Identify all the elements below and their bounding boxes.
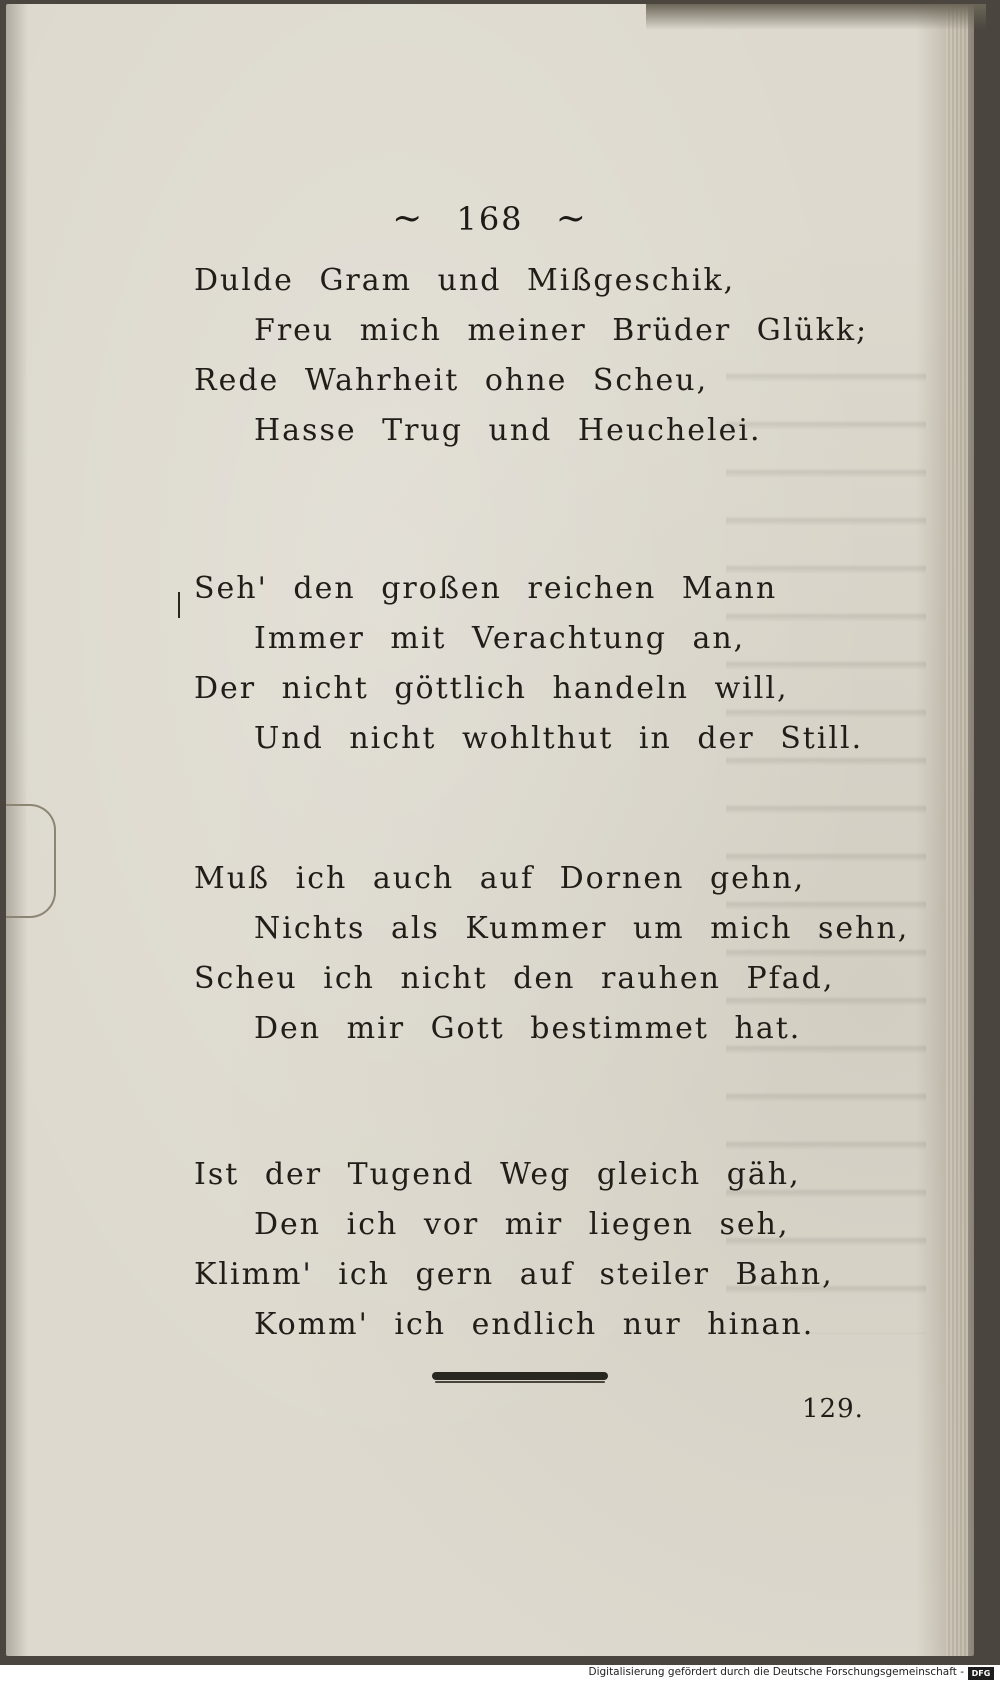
page-edge-stack: [946, 4, 968, 1656]
stanza-4: [194, 1150, 834, 1350]
stanza-1: [194, 256, 869, 456]
verse-line: Scheu ich nicht den rauhen Pfad,: [194, 961, 835, 996]
page-tab-mark: [6, 804, 56, 918]
verse-line: Und nicht wohlthut in der Still.: [254, 721, 864, 756]
verse-line: Den ich vor mir liegen seh,: [254, 1207, 790, 1242]
footer-credit: Digitalisierung gefördert durch die Deutsche Forschungsgemeinschaft -: [588, 1666, 964, 1678]
verse-line: Hasse Trug und Heuchelei.: [254, 413, 762, 448]
stanza-3: [194, 854, 910, 1054]
top-edge-shadow: [646, 4, 986, 30]
header-ornament-right: ~: [555, 198, 588, 239]
verse-line: Den mir Gott bestimmet hat.: [254, 1011, 802, 1046]
verse-line: Immer mit Verachtung an,: [254, 621, 746, 656]
page-number: 168: [456, 200, 524, 238]
verse-line: Muß ich auch auf Dornen gehn,: [194, 861, 806, 896]
book-page: [6, 4, 974, 1656]
page-header: [6, 198, 974, 239]
verse-line: Freu mich meiner Brüder Glükk;: [254, 313, 869, 348]
verse-line: Der nicht göttlich handeln will,: [194, 671, 789, 706]
digitization-footer: [0, 1665, 1000, 1683]
verse-line: Komm' ich endlich nur hinan.: [254, 1307, 815, 1342]
signature-mark: 129.: [802, 1394, 864, 1424]
verse-line: Ist der Tugend Weg gleich gäh,: [194, 1157, 801, 1192]
verse-line: Dulde Gram und Mißgeschik,: [194, 263, 736, 298]
verse-line: Nichts als Kummer um mich sehn,: [254, 911, 910, 946]
verse-line: Seh' den großen reichen Mann: [194, 571, 778, 606]
stray-pencil-mark: [178, 592, 180, 618]
stanza-2: [194, 564, 864, 764]
closing-rule: [432, 1372, 608, 1380]
verse-line: Rede Wahrheit ohne Scheu,: [194, 363, 709, 398]
header-ornament-left: ~: [392, 198, 425, 239]
dfg-logo: DFG: [968, 1667, 994, 1680]
verse-line: Klimm' ich gern auf steiler Bahn,: [194, 1257, 834, 1292]
